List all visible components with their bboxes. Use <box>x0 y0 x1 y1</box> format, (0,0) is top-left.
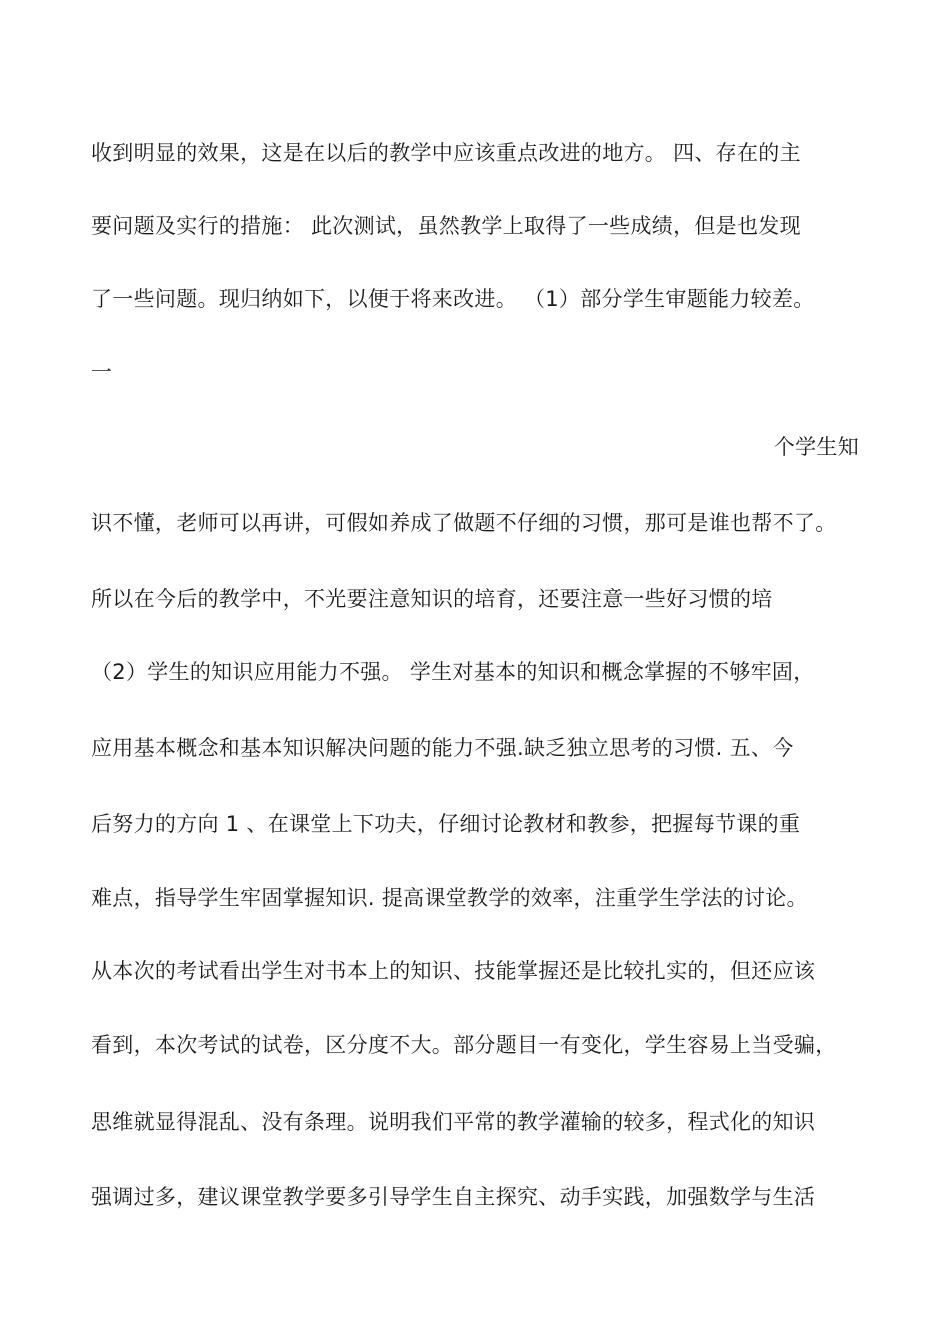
text-line-13: 看到，本次考试的试卷，区分度不大。部分题目一有变化，学生容易上当受骗， <box>91 1033 837 1057</box>
text-line-9: 应用基本概念和基本知识解决问题的能力不强.缺乏独立思考的习惯. 五、今 <box>91 736 794 760</box>
text-line-11: 难点，指导学生牢固掌握知识. 提高课堂教学的效率，注重学生学法的讨论。 <box>91 886 808 910</box>
text-line-4: 一 <box>91 360 113 384</box>
text-line-2: 要问题及实行的措施： 此次测试，虽然教学上取得了一些成绩，但是也发现 <box>91 214 801 238</box>
text-line-10: 后努力的方向 1 、在课堂上下功夫，仔细讨论教材和教参，把握每节课的重 <box>91 812 801 836</box>
text-line-14: 思维就显得混乱、没有条理。说明我们平常的教学灌输的较多，程式化的知识 <box>91 1110 816 1134</box>
text-line-5: 个学生知 <box>773 435 859 459</box>
text-line-6: 识不懂，老师可以再讲，可假如养成了做题不仔细的习惯，那可是谁也帮不了。 <box>91 511 837 535</box>
text-line-7: 所以在今后的教学中，不光要注意知识的培育，还要注意一些好习惯的培 <box>91 587 773 611</box>
text-line-12: 从本次的考试看出学生对书本上的知识、技能掌握还是比较扎实的，但还应该 <box>91 959 816 983</box>
text-line-8: （2）学生的知识应用能力不强。 学生对基本的知识和概念掌握的不够牢固， <box>91 660 815 684</box>
text-line-1: 收到明显的效果，这是在以后的教学中应该重点改进的地方。 四、存在的主 <box>91 141 801 165</box>
text-line-3: 了一些问题。现归纳如下，以便于将来改进。 （1）部分学生审题能力较差。 <box>91 287 815 311</box>
text-line-15: 强调过多，建议课堂教学要多引导学生自主探究、动手实践，加强数学与生活 <box>91 1185 816 1209</box>
